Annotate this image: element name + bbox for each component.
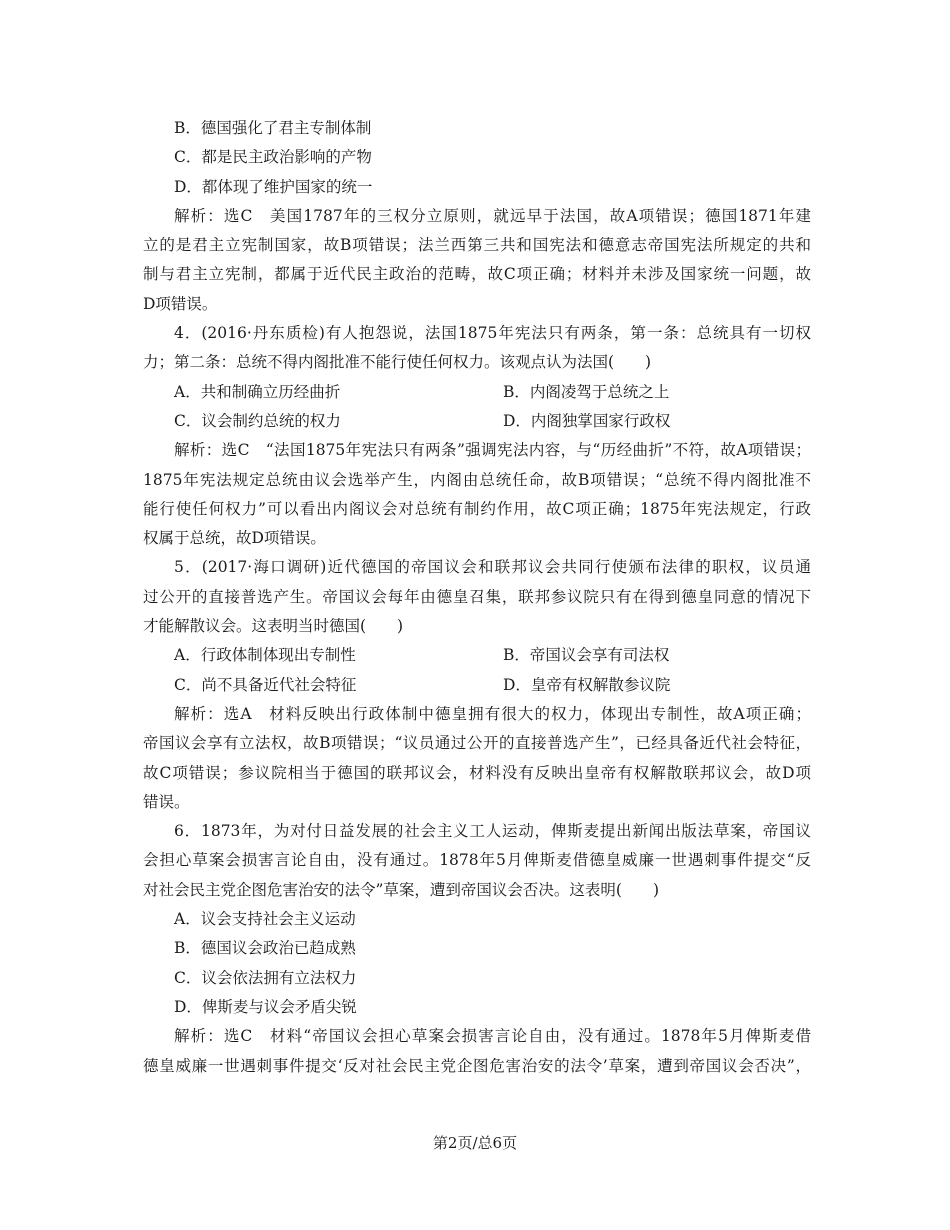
q6-option-a: A．议会支持社会主义运动 [174,910,356,929]
q4-options-row-2 [143,407,811,436]
q5-options-row-1 [143,641,811,670]
q6-stem [143,817,811,905]
analysis-line: 故C项错误；参议院相当于德国的联邦议会，材料没有反映出皇帝有权解散联邦议会，故D项 [143,763,811,782]
analysis-line: 解析：选A 材料反映出行政体制中德皇拥有很大的权力，体现出专制性，故A项正确； [174,704,811,723]
q4-option-d: D．内阁独掌国家行政权 [503,411,671,430]
q5-analysis [143,700,811,817]
q3-option-d: D．都体现了维护国家的统一 [174,177,373,196]
page-body [143,114,811,1081]
q3-option-b: B．德国强化了君主专制体制 [174,119,372,137]
analysis-line: 错误。 [143,792,190,811]
q4-analysis [143,436,811,553]
stem-line: 5．(2017·海口调研)近代德国的帝国议会和联邦议会共同行使颁布法律的职权，议员通 [174,558,811,577]
analysis-line: 德皇威廉一世遇刺事件提交‘反对社会民主党企图危害治安的法令’草案，遭到帝国议会否决”， [143,1056,811,1075]
q5-option-a: A．行政体制体现出专制性 [174,646,356,665]
q5-option-d: D．皇帝有权解散参议院 [503,675,671,694]
analysis-line: 制与君主立宪制，都属于近代民主政治的范畴，故C项正确；材料并未涉及国家统一问题，故 [143,265,811,284]
q5-option-c: C．尚不具备近代社会特征 [174,675,357,694]
q3-option-c: C．都是民主政治影响的产物 [174,148,372,167]
stem-line: 对社会民主党企图危害治安的法令”草案，遭到帝国议会否决。这表明( ) [143,880,660,899]
analysis-line: D项错误。 [143,294,218,313]
analysis-line: 解析：选C “法国1875年宪法只有两条”强调宪法内容，与“历经曲折”不符，故A项错误； [174,441,811,460]
analysis-line: 权属于总统，故D项错误。 [143,529,326,548]
q5-options-row-2 [143,671,811,700]
q6-option-d: D．俾斯麦与议会矛盾尖锐 [174,997,357,1016]
stem-line: 力；第二条：总统不得内阁批准不能行使任何权力。该观点认为法国( ) [143,353,652,372]
q6-analysis [143,1022,811,1081]
stem-line: 4．(2016·丹东质检)有人抱怨说，法国1875年宪法只有两条，第一条：总统具有一切权 [174,324,811,343]
q6-option-b: B．德国议会政治已趋成熟 [174,939,356,958]
q4-option-c: C．议会制约总统的权力 [174,411,341,430]
stem-line: 会担心草案会损害言论自由，没有通过。1878年5月俾斯麦借德皇威廉一世遇刺事件提交“反 [143,851,811,870]
stem-line: 才能解散议会。这表明当时德国( ) [143,617,404,636]
q5-stem [143,553,811,641]
analysis-line: 帝国议会享有立法权，故B项错误；“议员通过公开的直接普选产生”，已经具备近代社会特征， [143,734,811,753]
analysis-line: 能行使任何权力”可以看出内阁议会对总统有制约作用，故C项正确；1875年宪法规定，行政 [143,499,811,518]
analysis-line: 解析：选C 美国1787年的三权分立原则，就远早于法国，故A项错误；德国1871年建 [174,206,811,225]
q4-option-b: B．内阁凌驾于总统之上 [503,382,670,401]
q4-options-row-1 [143,378,811,407]
q4-option-a: A．共和制确立历经曲折 [174,382,341,401]
q5-option-b: B．帝国议会享有司法权 [503,646,670,665]
stem-line: 6．1873年，为对付日益发展的社会主义工人运动，俾斯麦提出新闻出版法草案，帝国议 [174,822,811,841]
analysis-line: 解析：选C 材料“帝国议会担心草案会损害言论自由，没有通过。1878年5月俾斯麦借 [174,1027,811,1046]
analysis-line: 立的是君主立宪制国家，故B项错误；法兰西第三共和国宪法和德意志帝国宪法所规定的共和 [143,236,811,255]
q6-option-c: C．议会依法拥有立法权力 [174,968,357,987]
analysis-line: 1875年宪法规定总统由议会选举产生，内阁由总统任命，故B项错误；“总统不得内阁批准不 [143,470,811,489]
stem-line: 过公开的直接普选产生。帝国议会每年由德皇召集，联邦参议院只有在得到德皇同意的情况下 [143,587,811,606]
page-number: 第2页/总6页 [432,1134,518,1152]
q3-analysis [143,202,811,319]
q4-stem [143,319,811,378]
